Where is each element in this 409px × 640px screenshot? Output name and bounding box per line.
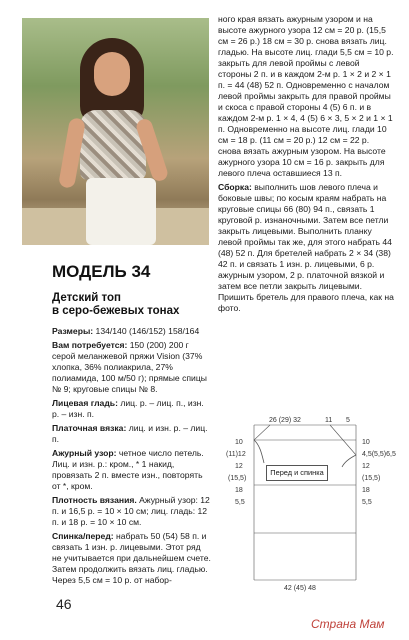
right-dim-2: 4,5(5,5)6,5: [362, 451, 396, 458]
top-dimension-3: 5: [346, 417, 350, 424]
right-dim-6: 5,5: [362, 499, 372, 506]
top-dimension: 26 (29) 32: [269, 417, 301, 424]
model-photo: [22, 18, 209, 245]
left-dim-5: 18: [235, 487, 243, 494]
left-dim-2: (11)12: [226, 451, 246, 458]
materials-paragraph: Вам потребуется: 150 (200) 200 г серой меланжевой пряжи Vision (37% хлопка, 36% полиакрила, 27% полиамида, 100 м/50 г); прямые спицы № 9; круговые спицы № 8.: [52, 340, 207, 394]
garter-paragraph: Платочная вязка: лиц. и изн. р. – лиц. п.: [52, 423, 208, 444]
right-dim-5: 18: [362, 487, 370, 494]
gauge-paragraph: Плотность вязания. Ажурный узор: 12 п. и 16,5 р. = 10 × 10 см; лиц. гладь: 12 п. и 18 р. = 10 × 10 см.: [52, 495, 210, 527]
instructions-continued: ного края вязать ажурным узором и на высоте ажурного узора 12 см = 20 р. (15,5 см = 26 р.) 18 см = 30 р. снова вязать лиц. гладью. На высоте лиц. глади 5,5 см = 10 р. закрыть для левой проймы с левой стороны 2 п. и в каждом 2-м р. 1 × 2 и 2 × 1 п. = 44 (48) 52 п. Одновременно с началом левой проймы закрыть для правой проймы и скоса с правой стороны 4 (5) 6 п. и в каждом 2-м р. 1 × 4, 4 (5) 6 × 3, 5 × 2 и 1 × 1 п. Одновременно на высоте лиц. глади 10 см = 18 р. (11 см = 20 р.) 12 см = 22 р. снова вязать ажурным узором. На высоте ажурного узора 10 см = 16 р. закрыть для левого плеча оставшиеся 13 п.: [218, 14, 394, 178]
schematic-diagram: [224, 415, 400, 595]
right-column: [218, 14, 394, 317]
right-dim-4: (15,5): [362, 475, 381, 482]
model-subtitle: Детский топ в серо-бежевых тонах: [52, 292, 180, 317]
schematic: [224, 415, 400, 595]
left-dim-3: 12: [235, 463, 243, 470]
back-front-paragraph: Спинка/перед: набрать 50 (54) 58 п. и связать 1 изн. р. лицевыми. Этот ряд не учитывается при дальнейшем счете. Затем продолжить вязать лиц. гладью. Через 5,5 см = 10 р. от набор-: [52, 531, 211, 585]
assembly-paragraph: Сборка: выполнить шов левого плеча и боковые швы; по косым краям набрать на круговые спицы 66 (80) 94 п., связать 1 круговой р. изнаночными. Затем все петли закрыть лицевыми. Выполнить планку левой проймы так же, для этого набрать 44 (48) 52 п. Для бретелей набрать 2 × 34 (38) 42 п. и связать 1 изн. р. лицевыми, 6 р. ажурным узором, 2 р. платочной вязкой и затем все петли закрыть лицевыми. Пришить бретель для правого плеча, как на фото.: [218, 182, 394, 313]
right-dim-1: 10: [362, 439, 370, 446]
bottom-dimension: 42 (45) 48: [284, 585, 316, 592]
right-dim-3: 12: [362, 463, 370, 470]
lace-pattern-paragraph: Ажурный узор: четное число петель. Лиц. и изн. р.: кром., * 1 накид, провязать 2 п. вместе изн., повторять от *, кром.: [52, 448, 204, 491]
watermark: Страна Мам: [311, 617, 385, 631]
page-number: 46: [56, 596, 72, 612]
left-column: [52, 262, 212, 589]
left-dim-4: (15,5): [228, 475, 247, 482]
left-dim-1: 10: [235, 439, 243, 446]
stockinette-paragraph: Лицевая гладь: лиц. р. – лиц. п., изн. р. – изн. п.: [52, 398, 204, 419]
left-dim-6: 5,5: [235, 499, 245, 506]
model-title: МОДЕЛЬ 34: [52, 262, 151, 281]
top-dimension-2: 11: [325, 417, 333, 424]
sizes-paragraph: Размеры: 134/140 (146/152) 158/164: [52, 326, 200, 336]
schematic-center-label: Перед и спинка: [266, 465, 328, 481]
